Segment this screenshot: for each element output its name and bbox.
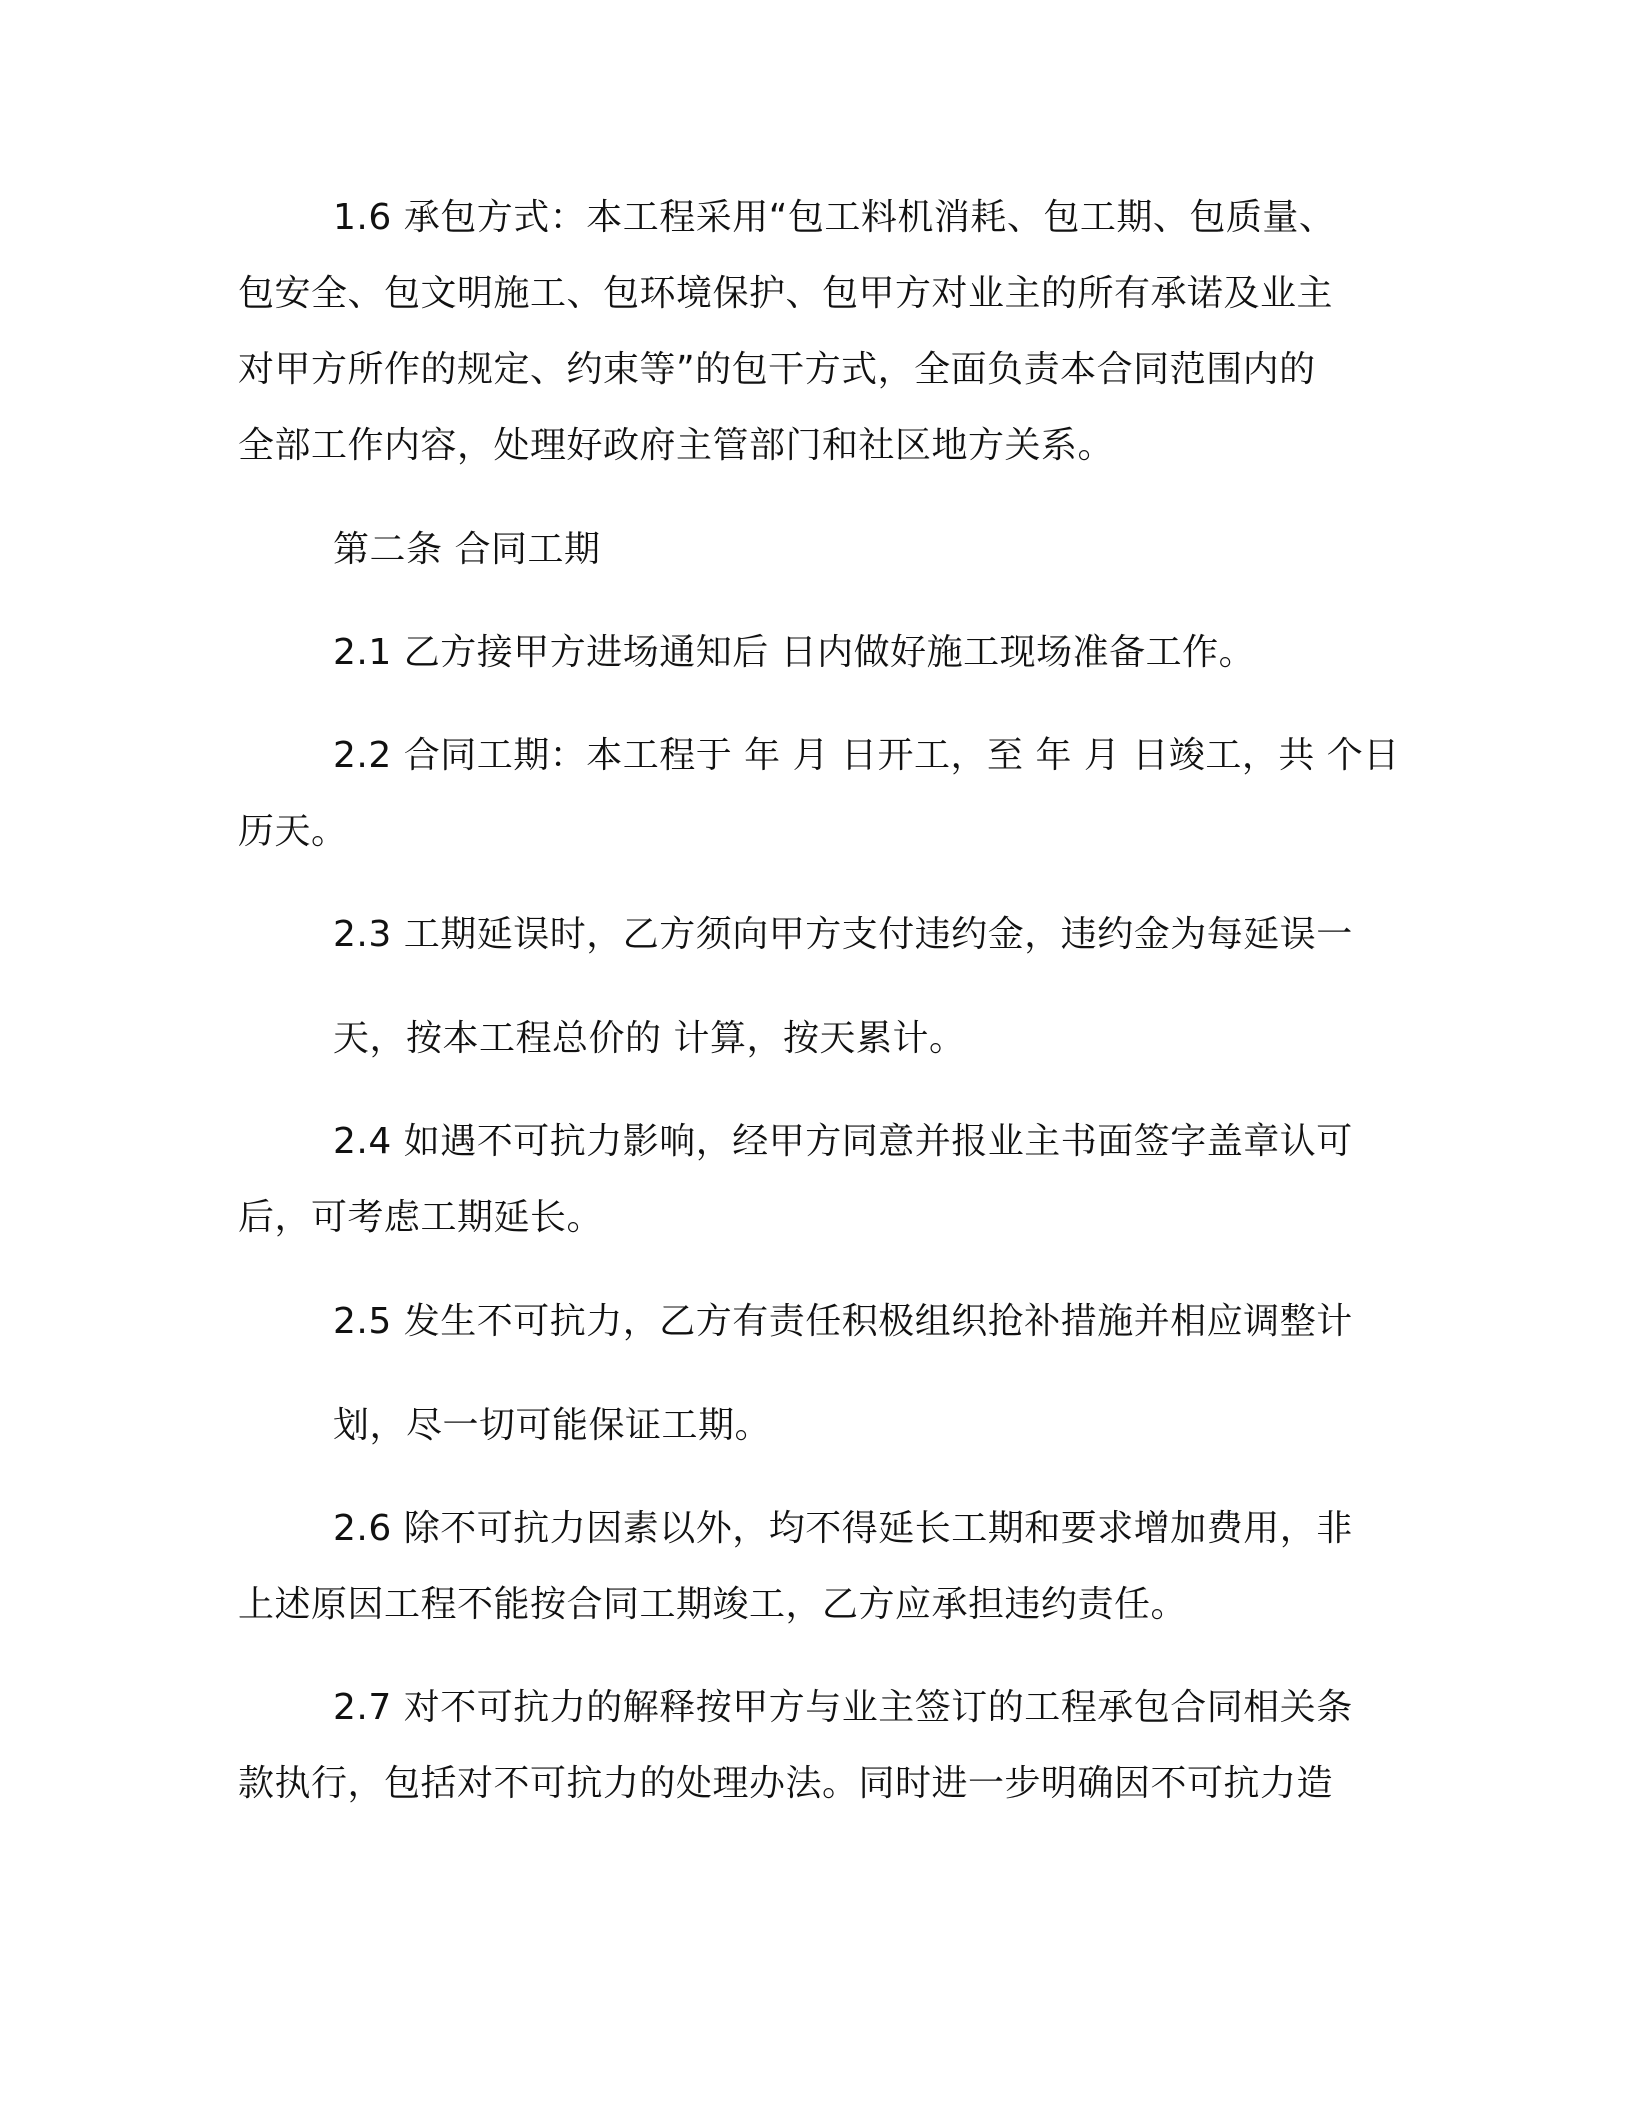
clause-2-5-line-1: 2.5 发生不可抗力，乙方有责任积极组织抢补措施并相应调整计 [333, 1301, 1353, 1342]
clause-2-2-line-2: 历天。 [238, 811, 348, 852]
clause-1-6-line-3: 对甲方所作的规定、约束等”的包干方式，全面负责本合同范围内的 [238, 349, 1316, 390]
clause-1-6-line-1: 1.6 承包方式：本工程采用“包工料机消耗、包工期、包质量、 [333, 197, 1336, 238]
clause-2-4-line-1: 2.4 如遇不可抗力影响，经甲方同意并报业主书面签字盖章认可 [333, 1121, 1353, 1162]
clause-2-7-line-1: 2.7 对不可抗力的解释按甲方与业主签订的工程承包合同相关条 [333, 1687, 1353, 1728]
clause-2-2-line-1: 2.2 合同工期：本工程于 年 月 日开工，至 年 月 日竣工，共 个日 [333, 735, 1400, 776]
clause-1-6-line-4: 全部工作内容，处理好政府主管部门和社区地方关系。 [238, 425, 1115, 466]
clause-2-1-line-1: 2.1 乙方接甲方进场通知后 日内做好施工现场准备工作。 [333, 632, 1256, 673]
clause-2-7-line-2: 款执行，包括对不可抗力的处理办法。同时进一步明确因不可抗力造 [238, 1763, 1334, 1804]
clause-2-3-line-2: 天，按本工程总价的 计算，按天累计。 [333, 1018, 966, 1059]
clause-2-3-line-1: 2.3 工期延误时，乙方须向甲方支付违约金，违约金为每延误一 [333, 914, 1353, 955]
section-heading-article-2: 第二条 合同工期 [333, 529, 601, 570]
clause-2-6-line-1: 2.6 除不可抗力因素以外，均不得延长工期和要求增加费用，非 [333, 1508, 1353, 1549]
clause-1-6-line-2: 包安全、包文明施工、包环境保护、包甲方对业主的所有承诺及业主 [238, 273, 1334, 314]
clause-2-5-line-2: 划，尽一切可能保证工期。 [333, 1405, 772, 1446]
clause-2-4-line-2: 后，可考虑工期延长。 [238, 1197, 604, 1238]
clause-2-6-line-2: 上述原因工程不能按合同工期竣工，乙方应承担违约责任。 [238, 1584, 1188, 1625]
